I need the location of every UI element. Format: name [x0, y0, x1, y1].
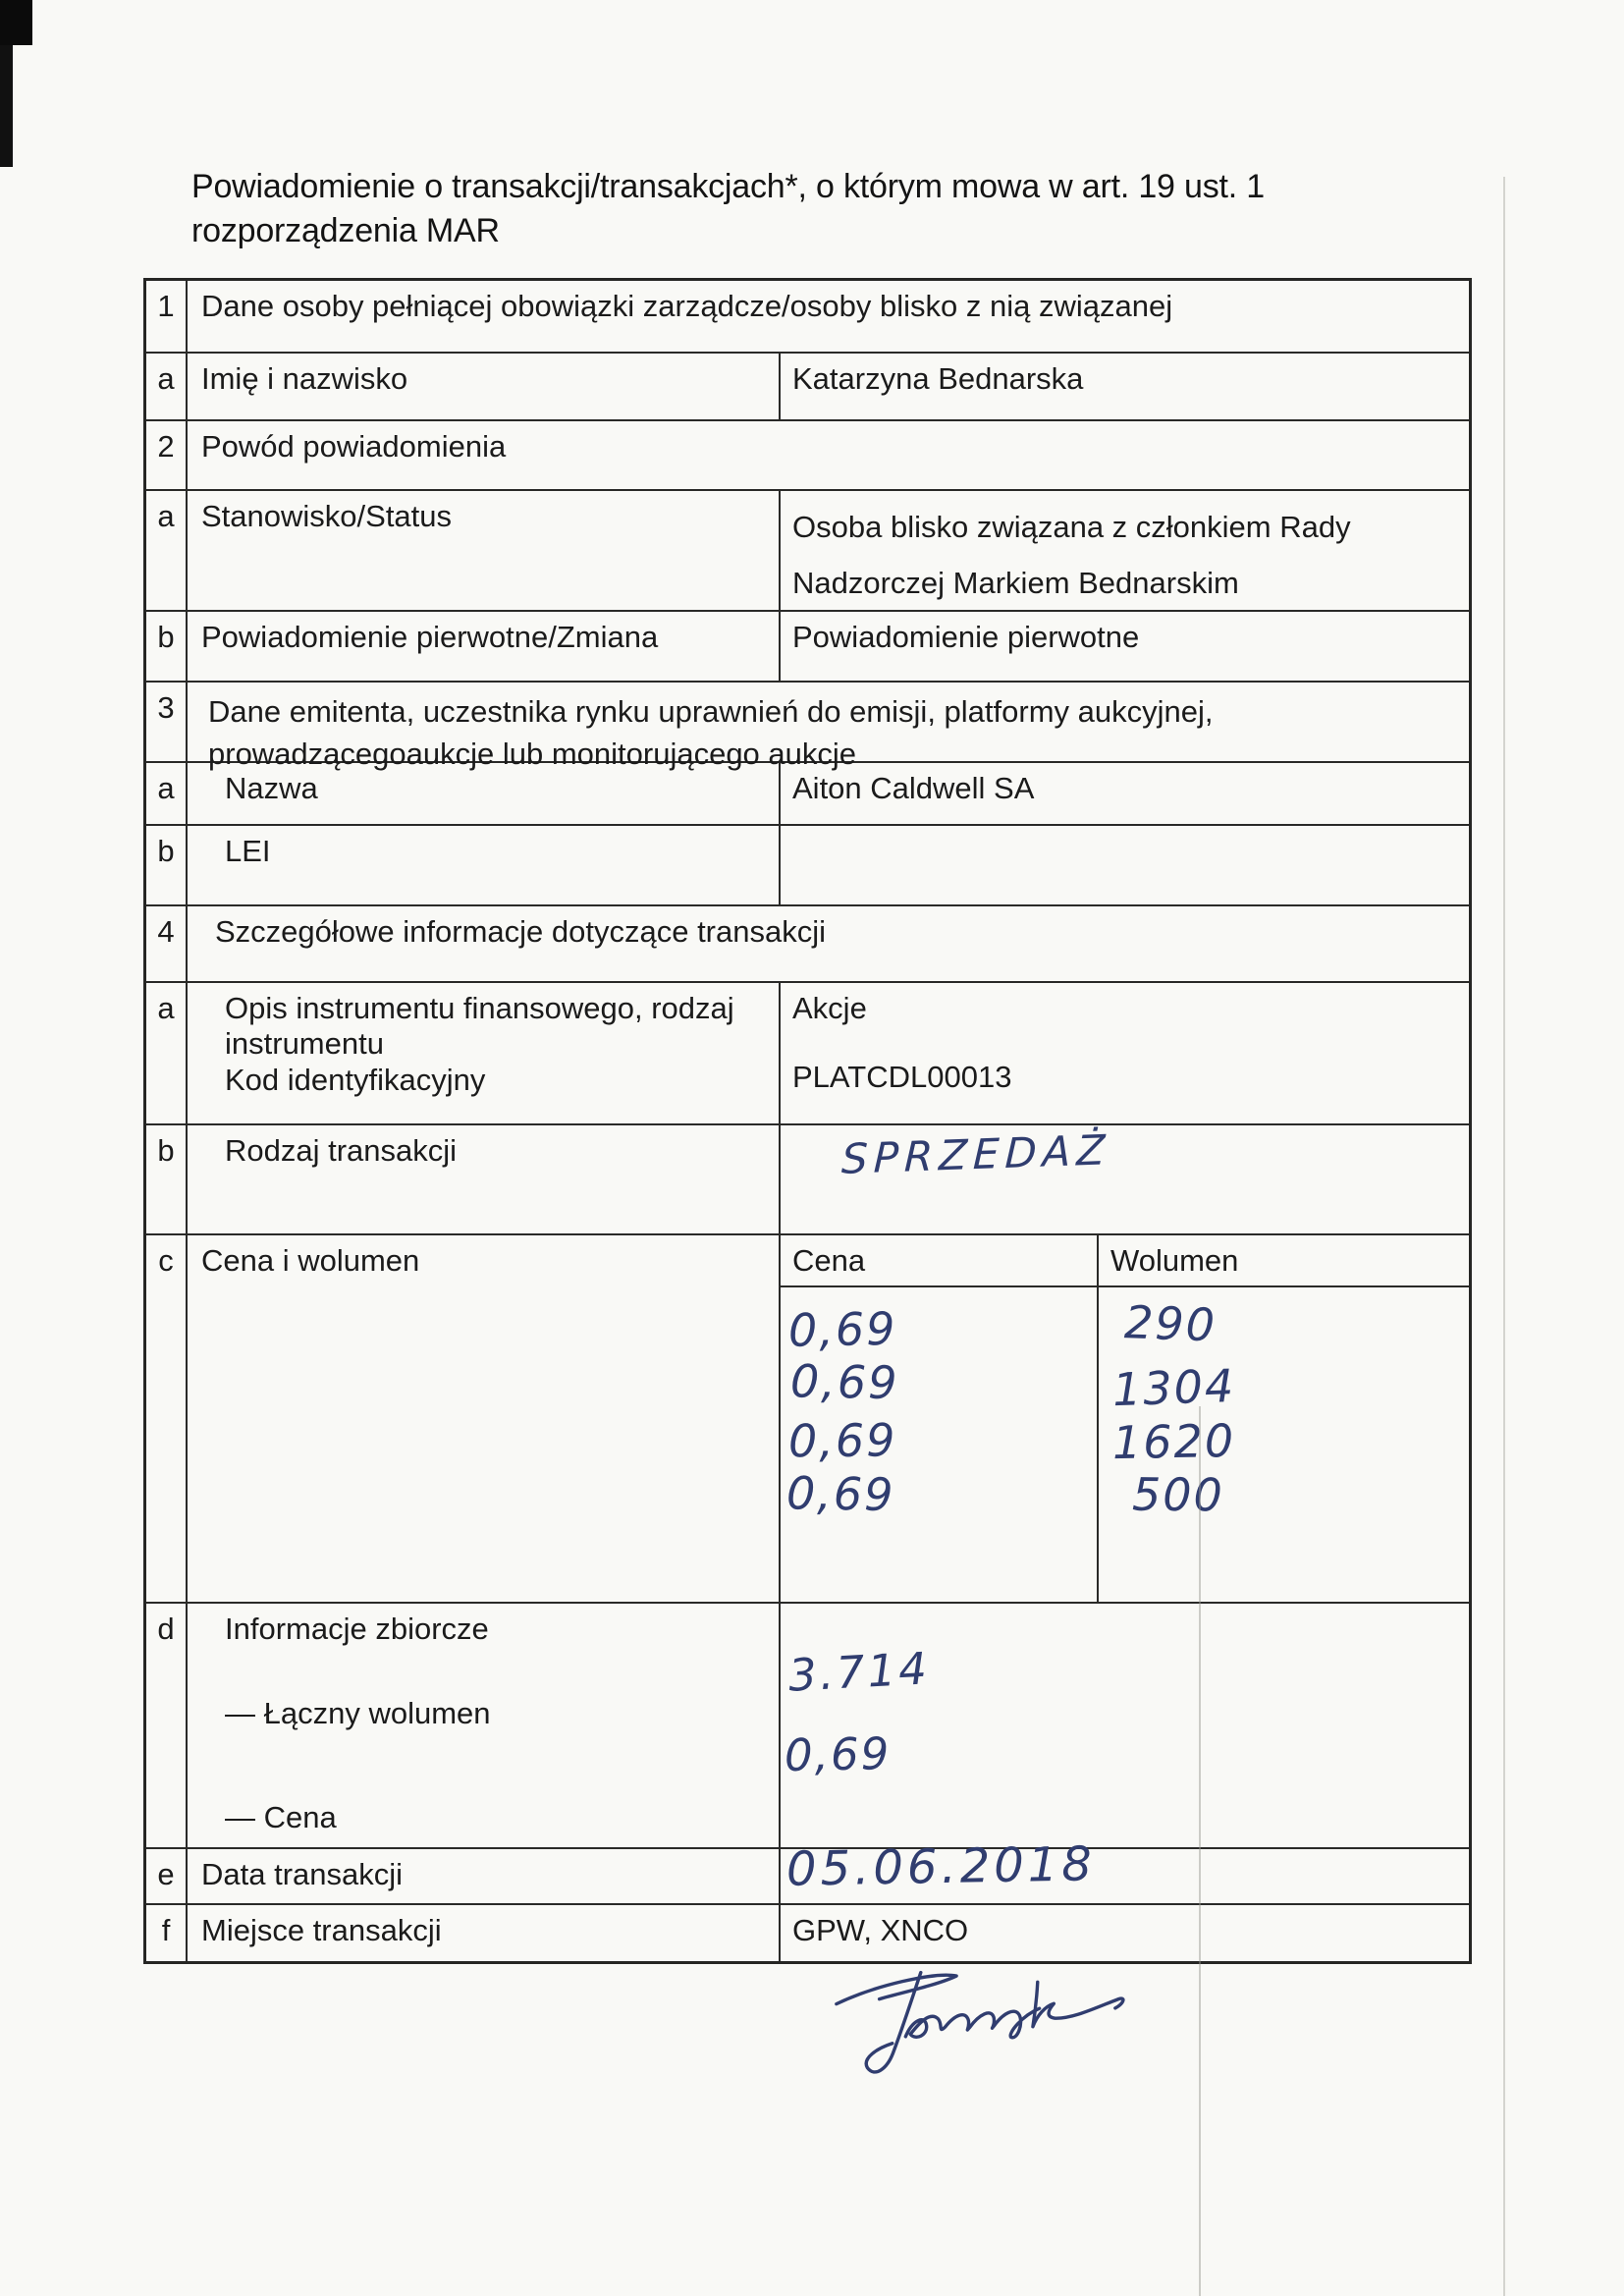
row-number: 2: [146, 421, 188, 489]
section-3-label-line2: prowadzącegoaukcje lub monitorującego aukcje: [208, 737, 857, 771]
field-value-transaction-type: [781, 1125, 1469, 1233]
row-number: e: [146, 1849, 188, 1903]
handwritten-volume-list: [1099, 1287, 1469, 1602]
handwritten-volume: 290: [1123, 1295, 1218, 1352]
field-value-date: [781, 1836, 1469, 1903]
handwritten-transaction-date: 05.06.2018: [785, 1836, 1097, 1897]
price-column: [781, 1235, 1099, 1602]
document-title-line2: rozporządzenia MAR: [191, 212, 500, 249]
field-value-status: [781, 491, 1469, 610]
table-row-2a-status: [146, 491, 1469, 612]
handwritten-volume: 1620: [1111, 1413, 1236, 1470]
row-number: f: [146, 1905, 188, 1961]
table-row-2b-notification-type: [146, 612, 1469, 683]
price-volume-subtable: [781, 1235, 1469, 1602]
row-number: 4: [146, 906, 188, 981]
instrument-label-line1: Opis instrumentu finansowego, rodzaj: [225, 991, 734, 1025]
row-number: b: [146, 1125, 188, 1233]
handwritten-aggregate-price: 0,69: [784, 1727, 892, 1781]
field-value-lei: [781, 826, 1469, 904]
status-value-line1: Osoba blisko związana z członkiem Rady: [792, 510, 1351, 544]
row-number: 3: [146, 683, 188, 761]
table-row-1a-name: [146, 354, 1469, 421]
field-label-date: Data transakcji: [188, 1849, 781, 1903]
table-row-4d-aggregate: [146, 1604, 1469, 1849]
handwritten-transaction-type: SPRZEDAŻ: [840, 1125, 1112, 1183]
handwritten-price: 0,69: [789, 1354, 899, 1410]
document-title-line1: Powiadomienie o transakcji/transakcjach*, o którym mowa w art. 19 ust. 1: [191, 168, 1265, 205]
row-number: c: [146, 1235, 188, 1602]
field-label-price-volume: Cena i wolumen: [188, 1235, 781, 1602]
table-row-section-4: [146, 906, 1469, 983]
table-row-section-3: [146, 683, 1469, 771]
handwritten-price: 0,69: [785, 1466, 895, 1522]
instrument-type-value: Akcje: [792, 991, 867, 1025]
table-row-4b-transaction-type: [146, 1125, 1469, 1235]
field-value-venue: GPW, XNCO: [792, 1913, 969, 1947]
price-column-header: Cena: [781, 1235, 1097, 1287]
handwritten-price-list: [781, 1287, 1097, 1602]
table-row-3a-issuer-name: [146, 763, 1469, 826]
section-3-label: [188, 683, 1469, 771]
status-value-line2: Nadzorczej Markiem Bednarskim: [792, 566, 1239, 600]
document-title: [191, 165, 1429, 253]
row-number: a: [146, 354, 188, 419]
field-value-instrument: [781, 983, 1469, 1123]
field-label-transaction-type: Rodzaj transakcji: [188, 1125, 781, 1233]
row-number: a: [146, 763, 188, 824]
section-4-label: Szczegółowe informacje dotyczące transakcji: [215, 914, 826, 949]
handwritten-volume: 500: [1131, 1467, 1225, 1522]
section-3-label-line1: Dane emitenta, uczestnika rynku uprawnień do emisji, platformy aukcyjnej,: [208, 694, 1214, 729]
table-row-4f-venue: [146, 1905, 1469, 1961]
table-row-section-2: [146, 421, 1469, 491]
handwritten-price: 0,69: [787, 1301, 897, 1357]
section-2-label: Powód powiadomienia: [201, 429, 507, 464]
table-row-4c-price-volume: [146, 1235, 1469, 1604]
field-label-instrument: [188, 983, 781, 1123]
field-label-issuer-name: Nazwa: [188, 763, 781, 824]
aggregate-price-label: — Cena: [225, 1800, 337, 1834]
signature: [830, 1956, 1144, 2076]
aggregate-volume-label: — Łączny wolumen: [225, 1696, 491, 1730]
volume-column-header: Wolumen: [1099, 1235, 1469, 1287]
scan-artifact-right-streak: [1503, 177, 1505, 2296]
field-value-name: Katarzyna Bednarska: [792, 361, 1084, 396]
row-number: a: [146, 491, 188, 610]
field-label-aggregate: [188, 1604, 781, 1847]
row-number: b: [146, 826, 188, 904]
field-value-notification-type: Powiadomienie pierwotne: [792, 620, 1140, 654]
notification-table: [143, 278, 1472, 1964]
field-value-issuer-name: Aiton Caldwell SA: [792, 771, 1035, 805]
row-number: b: [146, 612, 188, 681]
field-label-notification-type: Powiadomienie pierwotne/Zmiana: [188, 612, 781, 681]
handwritten-total-volume: 3.714: [786, 1642, 932, 1702]
field-label-status: Stanowisko/Status: [188, 491, 781, 610]
table-row-4a-instrument: [146, 983, 1469, 1125]
row-number: a: [146, 983, 188, 1123]
table-row-4e-date: [146, 1836, 1469, 1905]
field-value-aggregate: [781, 1604, 1469, 1847]
handwritten-volume: 1304: [1111, 1358, 1237, 1417]
row-number: 1: [146, 281, 188, 352]
scan-artifact-corner: [0, 0, 32, 45]
handwritten-price: 0,69: [787, 1413, 897, 1468]
table-row-section-1: [146, 281, 1469, 354]
section-1-label: Dane osoby pełniącej obowiązki zarządcze/osoby blisko z nią związanej: [201, 289, 1173, 323]
field-label-venue: Miejsce transakcji: [188, 1905, 781, 1961]
volume-column: [1099, 1235, 1469, 1602]
instrument-label-line2: instrumentu: [225, 1026, 384, 1061]
aggregate-label: Informacje zbiorcze: [225, 1612, 489, 1646]
instrument-code-value: PLATCDL00013: [792, 1060, 1012, 1094]
field-label-name: Imię i nazwisko: [188, 354, 781, 419]
field-label-lei: LEI: [188, 826, 781, 904]
scan-artifact-vertical-line: [1199, 1406, 1201, 2296]
table-row-3b-lei: [146, 826, 1469, 906]
instrument-label-line3: Kod identyfikacyjny: [225, 1063, 486, 1097]
scan-artifact-edge-strip: [0, 45, 13, 167]
row-number: d: [146, 1604, 188, 1847]
